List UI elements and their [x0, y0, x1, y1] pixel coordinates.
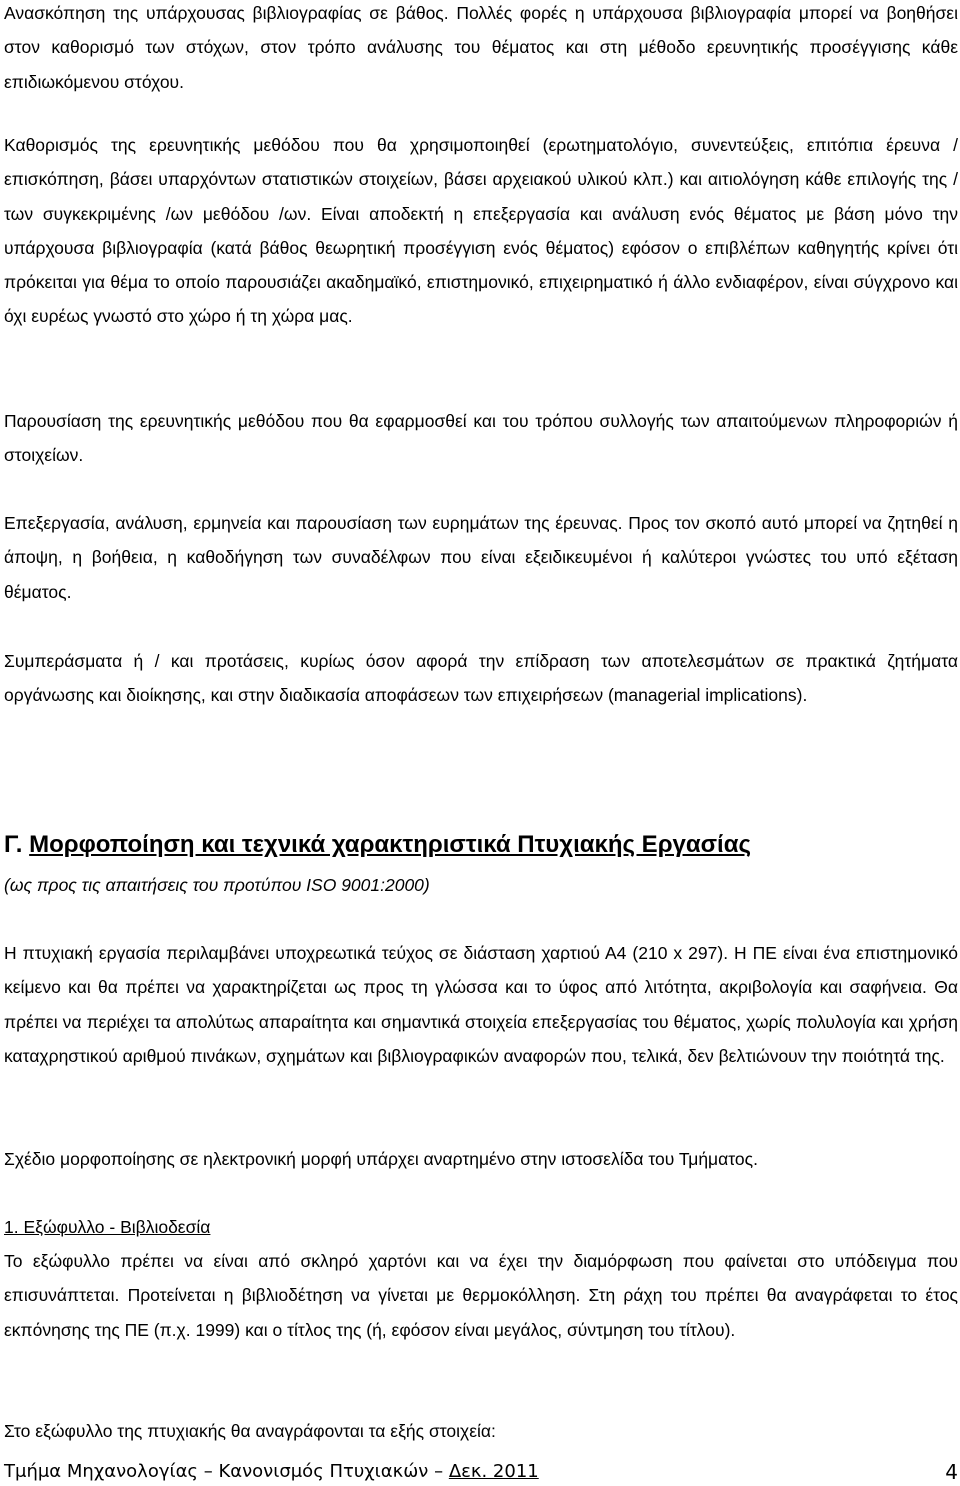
paragraph-analysis: Επεξεργασία, ανάλυση, ερμηνεία και παρουσίαση των ευρημάτων της έρευνας. Προς τον σκοπό αυτό μπορεί να ζητηθεί η άποψη, η βοήθεια, η καθοδήγηση των συναδέλφων που είναι εξειδικευμένοι ή καλύτεροι γνώστες του υπό εξέταση θέματος. [4, 513, 958, 602]
subsection-title: 1. Εξώφυλλο - Βιβλιοδεσία [4, 1217, 211, 1237]
section-prefix: Γ. [4, 831, 23, 858]
footer-text-group [4, 1458, 539, 1486]
paragraph-research-method: Καθορισμός της ερευνητικής μεθόδου που θα χρησιμοποιηθεί (ερωτηματολόγιο, συνεντεύξεις, επιτόπια έρευνα / επισκόπηση, βάσει υπαρχόντων στατιστικών στοιχείων, βάσει αρχειακού υλικού κλπ.) και αιτιολόγηση κάθε επιλογής της / των συγκεκριμένης /ων μεθόδου /ων. Είναι αποδεκτή η επεξεργασία και ανάλυση ενός θέματος με βάση μόνο την υπάρχουσα βιβλιογραφία (κατά βάθος θεωρητική προσέγγιση ενός θέματος) εφόσον ο επιβλέπων καθηγητής κρίνει ότι πρόκειται για θέμα το οποίο παρουσιάζει ακαδημαϊκό, επιστημονικό, επιχειρηματικό ή άλλο ενδιαφέρον, είναι σύγχρονο και όχι ευρέως γνωστό στο χώρο ή τη χώρα μας. [4, 135, 958, 327]
section-heading [4, 828, 958, 862]
paragraph-cover-items: Στο εξώφυλλο της πτυχιακής θα αναγράφονται τα εξής στοιχεία: [4, 1421, 496, 1441]
page-number: 4 [945, 1460, 958, 1484]
paragraph-cover-binding: Το εξώφυλλο πρέπει να είναι από σκληρό χαρτόνι και να έχει την διαμόρφωση που φαίνεται στο υπόδειγμα που επισυνάπτεται. Προτείνεται η βιβλιοδέτηση να γίνεται με θερμοκόλληση. Στη ράχη του πρέπει θα αναγράφεται το έτος εκπόνησης της ΠΕ (π.χ. 1999) και ο τίτλος της (ή, εφόσον είναι μεγάλος, σύντμηση του τίτλου). [4, 1251, 958, 1340]
document-page [4, 0, 958, 1486]
paragraph-conclusions: Συμπεράσματα ή / και προτάσεις, κυρίως όσον αφορά την επίδραση των αποτελεσμάτων σε πρακτικά ζητήματα οργάνωσης και διοίκησης, και στην διαδικασία αποφάσεων των επιχειρήσεων (managerial implications). [4, 651, 958, 706]
footer-date: Δεκ. 2011 [448, 1461, 539, 1482]
paragraph-literature-review: Ανασκόπηση της υπάρχουσας βιβλιογραφίας σε βάθος. Πολλές φορές η υπάρχουσα βιβλιογραφία μπορεί να βοηθήσει στον καθορισμό των στόχων, στον τρόπο ανάλυσης του θέματος και στη μέθοδο ερευνητικής προσέγγισης κάθε επιδιωκόμενου στόχου. [4, 3, 958, 92]
footer-text: Τμήμα Μηχανολογίας – Κανονισμός Πτυχιακών – [4, 1461, 444, 1482]
section-title: Μορφοποίηση και τεχνικά χαρακτηριστικά Πτυχιακής Εργασίας [29, 831, 751, 858]
paragraph-template-note: Σχέδιο μορφοποίησης σε ηλεκτρονική μορφή υπάρχει αναρτημένο στην ιστοσελίδα του Τμήματος. [4, 1149, 758, 1169]
section-subtitle: (ως προς τις απαιτήσεις του προτύπου ISO 9001:2000) [4, 875, 430, 895]
paragraph-format-requirements: Η πτυχιακή εργασία περιλαμβάνει υποχρεωτικά τεύχος σε διάσταση χαρτιού Α4 (210 x 297). Η ΠΕ είναι ένα επιστημονικό κείμενο και θα πρέπει να χαρακτηρίζεται ως προς τη γλώσσα και το ύφος από λιτότητα, ακριβολογία και σαφήνεια. Θα πρέπει να περιέχει τα απολύτως απαραίτητα και σημαντικά στοιχεία επεξεργασίας του θέματος, χωρίς πολυλογία και χρήση καταχρηστικού αριθμού πινάκων, σχημάτων και βιβλιογραφικών αναφορών που, τελικά, δεν βελτιώνουν την ποιότητά της. [4, 943, 958, 1066]
page-footer [4, 1458, 958, 1486]
paragraph-method-presentation: Παρουσίαση της ερευνητικής μεθόδου που θα εφαρμοσθεί και του τρόπου συλλογής των απαιτούμενων πληροφοριών ή στοιχείων. [4, 411, 958, 466]
